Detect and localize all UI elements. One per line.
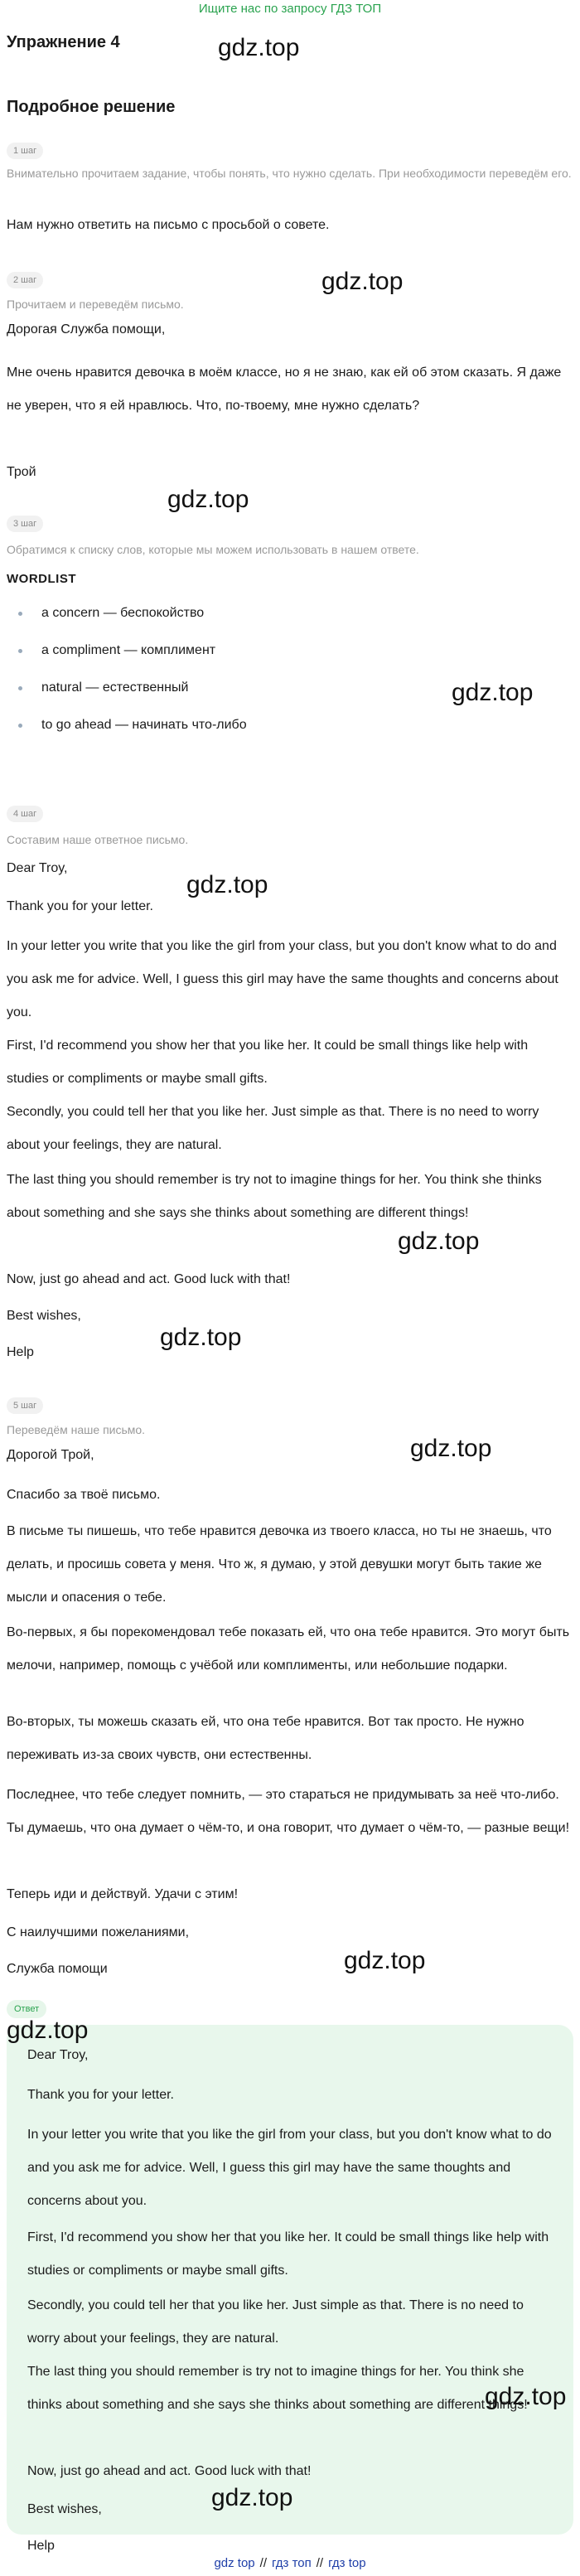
answer-greeting: Dear Troy, [27,2048,89,2062]
answer-paragraph: First, I'd recommend you show her that you like her. It could be small things like help with studies or compliments or maybe small gifts. [27,2230,549,2278]
step-badge: 5 шаг [7,1397,43,1414]
answer-closing: Best wishes, [27,2502,102,2516]
watermark: gdz.top [344,1947,426,1974]
bullet-icon [18,612,22,616]
translation-paragraph: Во-первых, я бы порекомендовал тебе показать ей, что она тебе нравится. Это могут быть мелочи, например, помощь с учёбой или комплименты, или небольшие подарки. [7,1625,570,1673]
footer-separator: // [316,2556,324,2570]
translation-paragraph: Последнее, что тебе следует помнить, — это стараться не придумывать за неё что-либо. Ты думаешь, что она думает о чём-то, и она говорит, что думает о чём-то, — разные вещи! [7,1788,570,1835]
step-badge: 2 шаг [7,272,43,288]
translation-paragraph: Во-вторых, ты можешь сказать ей, что она тебе нравится. Вот так просто. Не нужно переживать из-за своих чувств, они естественны. [7,1715,524,1762]
wordlist-title: WORDLIST [7,572,76,586]
page-title: Упражнение 4 [7,33,120,51]
watermark: gdz.top [398,1227,480,1255]
watermark: gdz.top [160,1324,242,1351]
watermark: gdz.top [410,1435,492,1462]
step-note: Составим наше ответное письмо. [7,833,189,846]
watermark: gdz.top [485,2383,567,2410]
step-note: Внимательно прочитаем задание, чтобы понять, что нужно сделать. При необходимости переведём его. [7,167,572,180]
bullet-icon [18,686,22,690]
translation-sign: Служба помощи [7,1962,108,1976]
letter-sign: Help [7,1345,34,1359]
translation-thanks: Спасибо за твоё письмо. [7,1488,161,1502]
letter-paragraph: Secondly, you could tell her that you like her. Just simple as that. There is no need to worry about your feelings, they are natural. [7,1105,539,1152]
footer-link[interactable]: гдз top [328,2556,366,2570]
translation-paragraph: Теперь иди и действуй. Удачи с этим! [7,1887,239,1901]
watermark: gdz.top [218,34,300,61]
step-badge: 1 шаг [7,143,43,159]
step-badge: 3 шаг [7,516,43,532]
answer-badge: Ответ [7,2000,46,2018]
section-title: Подробное решение [7,98,176,116]
footer-link[interactable]: гдз топ [272,2556,312,2570]
answer-sign: Help [27,2539,55,2553]
footer-links [0,2554,580,2573]
letter-thanks: Thank you for your letter. [7,899,153,913]
letter-greeting: Дорогая Служба помощи, [7,322,166,337]
translation-paragraph: В письме ты пишешь, что тебе нравится девочка из твоего класса, но ты не знаешь, что делать, и просишь совета у меня. Что ж, я думаю, у этой девушки могут быть такие же мысли и опасения о тебе. [7,1524,552,1605]
watermark: gdz.top [452,679,534,706]
answer-paragraph: The last thing you should remember is try not to imagine things for her. You think she thinks about something and she says she thinks about something are different things! [27,2365,528,2412]
step-note: Обратимся к списку слов, которые мы можем использовать в нашем ответе. [7,543,419,556]
step-text: Нам нужно ответить на письмо с просьбой о совете. [7,218,330,232]
watermark: gdz.top [211,2484,293,2511]
answer-paragraph: Secondly, you could tell her that you like her. Just simple as that. There is no need to worry about your feelings, they are natural. [27,2298,524,2346]
bullet-icon [18,724,22,728]
letter-greeting: Dear Troy, [7,861,68,875]
search-hint-link[interactable]: Ищите нас по запросу ГДЗ ТОП [198,2,382,16]
step-note: Переведём наше письмо. [7,1423,146,1436]
list-item: a concern — беспокойство [0,605,580,642]
list-item: to go ahead — начинать что-либо [0,717,580,754]
footer-link[interactable]: gdz top [214,2556,255,2570]
watermark: gdz.top [186,871,268,898]
bullet-icon [18,649,22,653]
letter-paragraph: Now, just go ahead and act. Good luck with that! [7,1272,291,1286]
step-note: Прочитаем и переведём письмо. [7,298,184,311]
translation-closing: С наилучшими пожеланиями, [7,1925,190,1939]
letter-closing: Best wishes, [7,1309,81,1323]
letter-paragraph: In your letter you write that you like the girl from your class, but you don't know what to do and you ask me for advice. Well, I guess this girl may have the same thoughts and concerns about you. [7,939,558,1019]
footer-separator: // [259,2556,267,2570]
answer-paragraph: Now, just go ahead and act. Good luck with that! [27,2464,312,2478]
list-item: a compliment — комплимент [0,642,580,680]
letter-body: Мне очень нравится девочка в моём классе, но я не знаю, как ей об этом сказать. Я даже не уверен, что я ей нравлюсь. Что, по-твоему, мне нужно сделать? [7,366,562,413]
answer-thanks: Thank you for your letter. [27,2088,174,2102]
watermark: gdz.top [7,2017,89,2044]
letter-paragraph: First, I'd recommend you show her that you like her. It could be small things like help with studies or compliments or maybe small gifts. [7,1039,529,1086]
translation-greeting: Дорогой Трой, [7,1448,94,1462]
letter-paragraph: The last thing you should remember is try not to imagine things for her. You think she thinks about something and she says she thinks about something are different things! [7,1173,542,1220]
list-item: natural — естественный [0,680,580,717]
letter-signature: Трой [7,465,36,479]
step-badge: 4 шаг [7,806,43,822]
answer-paragraph: In your letter you write that you like the girl from your class, but you don't know what to do and you ask me for advice. Well, I guess this girl may have the same thoughts and concerns about you. [27,2128,552,2208]
watermark: gdz.top [321,268,404,295]
watermark: gdz.top [167,486,249,513]
